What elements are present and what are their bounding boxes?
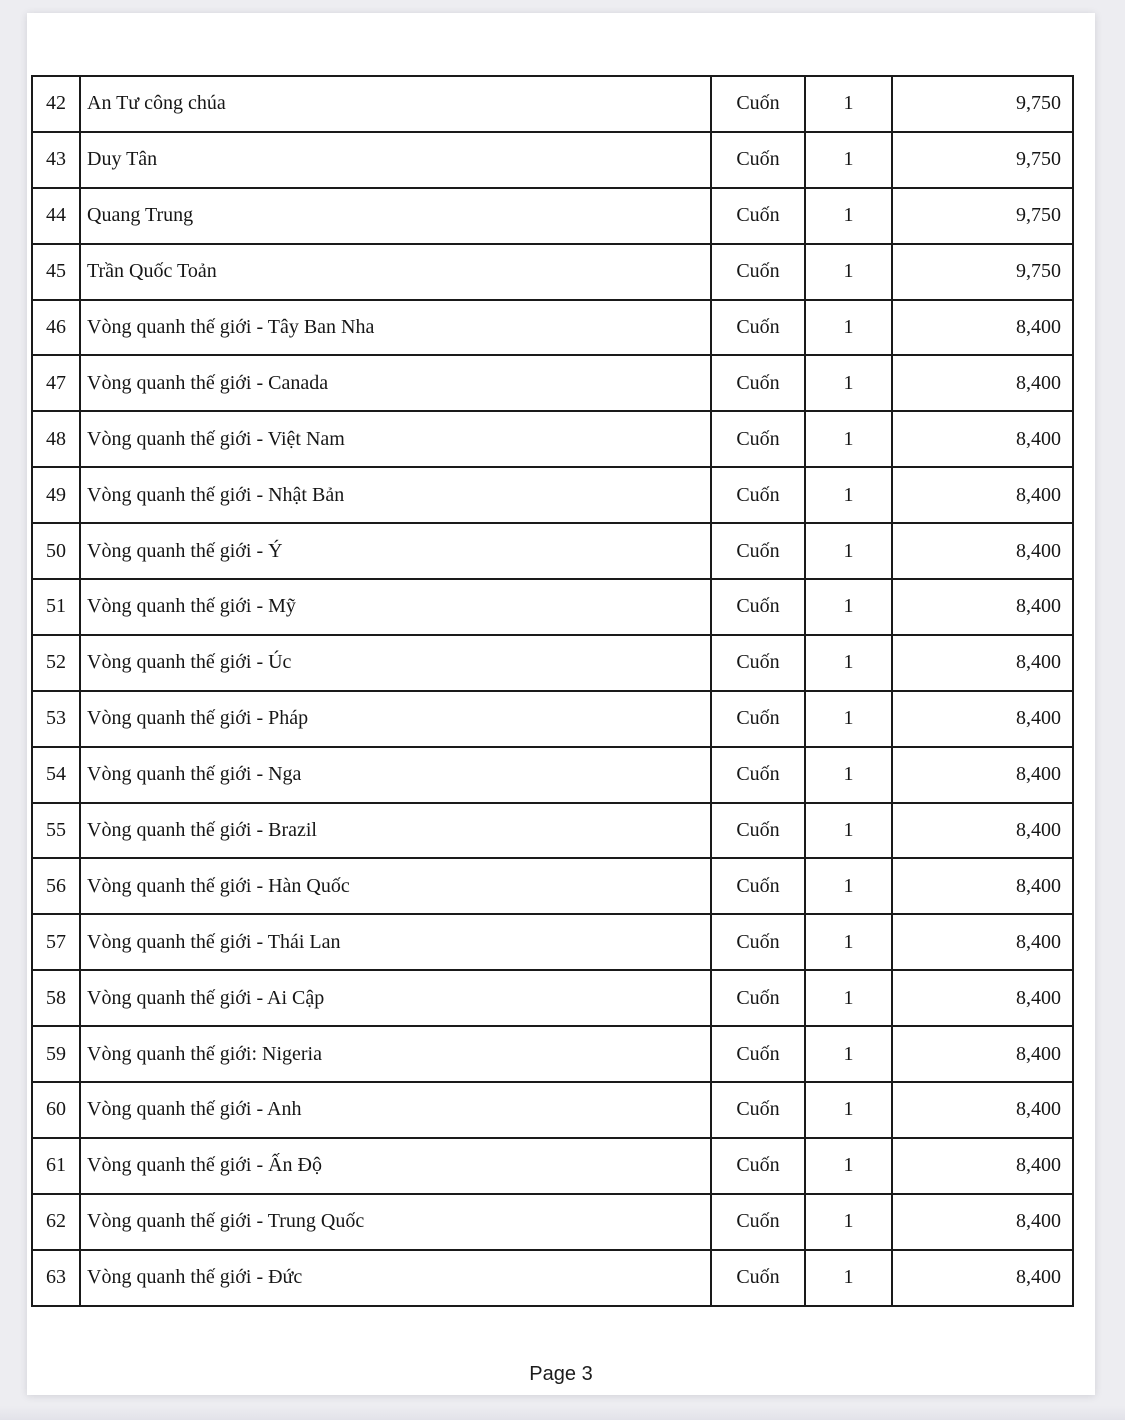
row-number-cell: 49 — [32, 467, 80, 523]
quantity-cell: 1 — [805, 300, 892, 356]
book-title-cell: Vòng quanh thế giới - Việt Nam — [80, 411, 711, 467]
row-number-cell: 62 — [32, 1194, 80, 1250]
unit-cell: Cuốn — [711, 1250, 805, 1306]
book-title-cell: Vòng quanh thế giới - Anh — [80, 1082, 711, 1138]
unit-cell: Cuốn — [711, 1138, 805, 1194]
book-title-cell: Vòng quanh thế giới - Thái Lan — [80, 914, 711, 970]
unit-cell: Cuốn — [711, 579, 805, 635]
book-title-cell: Vòng quanh thế giới - Pháp — [80, 691, 711, 747]
quantity-cell: 1 — [805, 132, 892, 188]
price-cell: 8,400 — [892, 411, 1073, 467]
quantity-cell: 1 — [805, 244, 892, 300]
book-title-cell: Trần Quốc Toản — [80, 244, 711, 300]
unit-cell: Cuốn — [711, 970, 805, 1026]
table-row — [32, 1026, 1073, 1082]
price-cell: 9,750 — [892, 188, 1073, 244]
book-title-cell: Vòng quanh thế giới: Nigeria — [80, 1026, 711, 1082]
quantity-cell: 1 — [805, 691, 892, 747]
price-cell: 8,400 — [892, 355, 1073, 411]
row-number-cell: 44 — [32, 188, 80, 244]
price-cell: 9,750 — [892, 132, 1073, 188]
quantity-cell: 1 — [805, 858, 892, 914]
price-cell: 8,400 — [892, 914, 1073, 970]
quantity-cell: 1 — [805, 76, 892, 132]
row-number-cell: 46 — [32, 300, 80, 356]
row-number-cell: 50 — [32, 523, 80, 579]
row-number-cell: 61 — [32, 1138, 80, 1194]
price-cell: 9,750 — [892, 244, 1073, 300]
quantity-cell: 1 — [805, 523, 892, 579]
price-cell: 8,400 — [892, 1082, 1073, 1138]
unit-cell: Cuốn — [711, 132, 805, 188]
row-number-cell: 63 — [32, 1250, 80, 1306]
price-cell: 8,400 — [892, 1194, 1073, 1250]
quantity-cell: 1 — [805, 1026, 892, 1082]
table-row — [32, 914, 1073, 970]
table-row — [32, 579, 1073, 635]
book-title-cell: Vòng quanh thế giới - Nhật Bản — [80, 467, 711, 523]
row-number-cell: 51 — [32, 579, 80, 635]
price-cell: 9,750 — [892, 76, 1073, 132]
book-title-cell: An Tư công chúa — [80, 76, 711, 132]
row-number-cell: 45 — [32, 244, 80, 300]
quantity-cell: 1 — [805, 747, 892, 803]
row-number-cell: 52 — [32, 635, 80, 691]
table-row — [32, 132, 1073, 188]
table-row — [32, 300, 1073, 356]
table-row — [32, 803, 1073, 859]
price-cell: 8,400 — [892, 300, 1073, 356]
row-number-cell: 53 — [32, 691, 80, 747]
table-row — [32, 411, 1073, 467]
unit-cell: Cuốn — [711, 914, 805, 970]
book-title-cell: Vòng quanh thế giới - Trung Quốc — [80, 1194, 711, 1250]
row-number-cell: 57 — [32, 914, 80, 970]
unit-cell: Cuốn — [711, 747, 805, 803]
row-number-cell: 59 — [32, 1026, 80, 1082]
page-number-label: Page 3 — [529, 1363, 593, 1385]
unit-cell: Cuốn — [711, 300, 805, 356]
book-title-cell: Vòng quanh thế giới - Mỹ — [80, 579, 711, 635]
price-cell: 8,400 — [892, 523, 1073, 579]
book-title-cell: Vòng quanh thế giới - Ấn Độ — [80, 1138, 711, 1194]
book-title-cell: Vòng quanh thế giới - Brazil — [80, 803, 711, 859]
table-row — [32, 467, 1073, 523]
unit-cell: Cuốn — [711, 523, 805, 579]
quantity-cell: 1 — [805, 579, 892, 635]
table-row — [32, 1138, 1073, 1194]
unit-cell: Cuốn — [711, 803, 805, 859]
book-title-cell: Quang Trung — [80, 188, 711, 244]
price-cell: 8,400 — [892, 691, 1073, 747]
table-row — [32, 188, 1073, 244]
quantity-cell: 1 — [805, 1138, 892, 1194]
book-title-cell: Vòng quanh thế giới - Úc — [80, 635, 711, 691]
price-cell: 8,400 — [892, 1026, 1073, 1082]
row-number-cell: 48 — [32, 411, 80, 467]
table-row — [32, 635, 1073, 691]
quantity-cell: 1 — [805, 1082, 892, 1138]
quantity-cell: 1 — [805, 1250, 892, 1306]
table-row — [32, 76, 1073, 132]
quantity-cell: 1 — [805, 803, 892, 859]
table-row — [32, 355, 1073, 411]
table-row — [32, 970, 1073, 1026]
row-number-cell: 54 — [32, 747, 80, 803]
price-cell: 8,400 — [892, 1138, 1073, 1194]
unit-cell: Cuốn — [711, 635, 805, 691]
price-cell: 8,400 — [892, 747, 1073, 803]
book-title-cell: Vòng quanh thế giới - Đức — [80, 1250, 711, 1306]
quantity-cell: 1 — [805, 970, 892, 1026]
unit-cell: Cuốn — [711, 858, 805, 914]
table-row — [32, 747, 1073, 803]
price-cell: 8,400 — [892, 579, 1073, 635]
price-cell: 8,400 — [892, 635, 1073, 691]
price-cell: 8,400 — [892, 858, 1073, 914]
table-row — [32, 858, 1073, 914]
quantity-cell: 1 — [805, 635, 892, 691]
row-number-cell: 60 — [32, 1082, 80, 1138]
quantity-cell: 1 — [805, 467, 892, 523]
unit-cell: Cuốn — [711, 1082, 805, 1138]
unit-cell: Cuốn — [711, 467, 805, 523]
table-row — [32, 691, 1073, 747]
table-row — [32, 1250, 1073, 1306]
table-row — [32, 1082, 1073, 1138]
price-cell: 8,400 — [892, 1250, 1073, 1306]
table-row — [32, 523, 1073, 579]
unit-cell: Cuốn — [711, 76, 805, 132]
price-cell: 8,400 — [892, 803, 1073, 859]
document-page — [27, 13, 1095, 1395]
book-title-cell: Vòng quanh thế giới - Ai Cập — [80, 970, 711, 1026]
row-number-cell: 47 — [32, 355, 80, 411]
row-number-cell: 43 — [32, 132, 80, 188]
unit-cell: Cuốn — [711, 1194, 805, 1250]
quantity-cell: 1 — [805, 188, 892, 244]
book-title-cell: Vòng quanh thế giới - Hàn Quốc — [80, 858, 711, 914]
book-title-cell: Duy Tân — [80, 132, 711, 188]
table-body — [32, 76, 1073, 1306]
unit-cell: Cuốn — [711, 1026, 805, 1082]
quantity-cell: 1 — [805, 355, 892, 411]
quantity-cell: 1 — [805, 914, 892, 970]
row-number-cell: 56 — [32, 858, 80, 914]
unit-cell: Cuốn — [711, 188, 805, 244]
unit-cell: Cuốn — [711, 244, 805, 300]
book-title-cell: Vòng quanh thế giới - Ý — [80, 523, 711, 579]
quantity-cell: 1 — [805, 1194, 892, 1250]
table-row — [32, 1194, 1073, 1250]
book-price-table — [31, 75, 1074, 1307]
quantity-cell: 1 — [805, 411, 892, 467]
book-title-cell: Vòng quanh thế giới - Tây Ban Nha — [80, 300, 711, 356]
book-title-cell: Vòng quanh thế giới - Nga — [80, 747, 711, 803]
unit-cell: Cuốn — [711, 355, 805, 411]
table-row — [32, 244, 1073, 300]
unit-cell: Cuốn — [711, 411, 805, 467]
unit-cell: Cuốn — [711, 691, 805, 747]
book-title-cell: Vòng quanh thế giới - Canada — [80, 355, 711, 411]
price-cell: 8,400 — [892, 970, 1073, 1026]
row-number-cell: 55 — [32, 803, 80, 859]
price-cell: 8,400 — [892, 467, 1073, 523]
row-number-cell: 58 — [32, 970, 80, 1026]
row-number-cell: 42 — [32, 76, 80, 132]
